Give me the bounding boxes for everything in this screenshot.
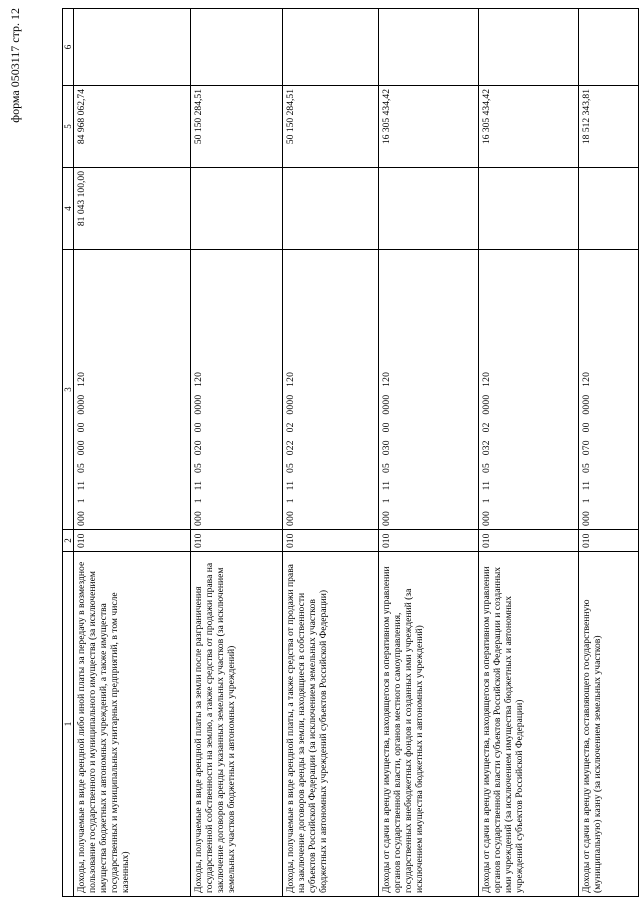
unexecuted-amount-cell [479, 9, 579, 86]
plan-amount-cell [479, 168, 579, 250]
column-number: 4 [63, 168, 74, 250]
executed-amount-cell: 18 512 343,81 [579, 86, 639, 168]
column-number: 1 [63, 552, 74, 897]
line-code-cell: 010 [579, 530, 639, 552]
unexecuted-amount-cell [579, 9, 639, 86]
line-code-cell: 010 [74, 530, 191, 552]
executed-amount-cell: 16 305 434,42 [479, 86, 579, 168]
table-row [283, 9, 379, 897]
budget-code-cell: 000 1 11 05 022 02 0000 120 [283, 250, 379, 530]
line-code-cell: 010 [379, 530, 479, 552]
budget-code-cell: 000 1 11 05 000 00 0000 120 [74, 250, 191, 530]
table-row [74, 9, 191, 897]
column-number: 2 [63, 530, 74, 552]
unexecuted-amount-cell [379, 9, 479, 86]
income-name-cell: Доходы, получаемые в виде арендной платы, а также средства от продажи права на заключение договоров аренды за земли, находящиеся в собственности субъектов Российской Федерации (за исключением земельных участков бюджетных и автономных учреждений субъектов Российской Федерации) [283, 552, 379, 897]
income-name-cell: Доходы от сдачи в аренду имущества, составляющего государственную (муниципальную) казну (за исключением земельных участков) [579, 552, 639, 897]
income-name-cell: Доходы от сдачи в аренду имущества, находящегося в оперативном управлении органов государственной власти субъектов Российской Федерации и созданных ими учреждений (за исключением имущества бюджетных и автономных учреждений субъектов Российской Федерации) [479, 552, 579, 897]
table-row [379, 9, 479, 897]
executed-amount-cell: 50 150 284,51 [283, 86, 379, 168]
budget-code-cell: 000 1 11 05 030 00 0000 120 [379, 250, 479, 530]
income-name-cell: Доходы, получаемые в виде арендной либо иной платы за передачу в возмездное пользование государственного и муниципального имущества (за исключением имущества бюджетных и автономных учреждений, а также имущества государственных и муниципальных унитарных предприятий, в том числе казенных) [74, 552, 191, 897]
table-row [479, 9, 579, 897]
plan-amount-cell [191, 168, 283, 250]
income-name-cell: Доходы от сдачи в аренду имущества, находящегося в оперативном управлении органов государственной власти, органов местного самоуправления, государственных внебюджетных фондов и созданных ими учреждений (за исключением имущества бюджетных и автономных учреждений) [379, 552, 479, 897]
executed-amount-cell: 84 968 062,74 [74, 86, 191, 168]
plan-amount-cell [379, 168, 479, 250]
table-row [579, 9, 639, 897]
budget-code-cell: 000 1 11 05 032 02 0000 120 [479, 250, 579, 530]
column-number: 6 [63, 9, 74, 86]
plan-amount-cell [283, 168, 379, 250]
line-code-cell: 010 [191, 530, 283, 552]
executed-amount-cell: 50 150 284,51 [191, 86, 283, 168]
unexecuted-amount-cell [74, 9, 191, 86]
form-page-label: форма 0503117 стр. 12 [8, 8, 22, 123]
unexecuted-amount-cell [191, 9, 283, 86]
executed-amount-cell: 16 305 434,42 [379, 86, 479, 168]
revenue-table [62, 8, 639, 897]
income-name-cell: Доходы, получаемые в виде арендной платы за земли после разграничения государственной собственности на землю, а также средства от продажи права на заключение договоров аренды указанных земельных участков (за исключением земельных участков бюджетных и автономных учреждений) [191, 552, 283, 897]
unexecuted-amount-cell [283, 9, 379, 86]
line-code-cell: 010 [479, 530, 579, 552]
table-row [191, 9, 283, 897]
plan-amount-cell: 81 043 100,00 [74, 168, 191, 250]
line-code-cell: 010 [283, 530, 379, 552]
budget-code-cell: 000 1 11 05 070 00 0000 120 [579, 250, 639, 530]
column-number-row [63, 9, 74, 897]
plan-amount-cell [579, 168, 639, 250]
budget-code-cell: 000 1 11 05 020 00 0000 120 [191, 250, 283, 530]
column-number: 5 [63, 86, 74, 168]
column-number: 3 [63, 250, 74, 530]
